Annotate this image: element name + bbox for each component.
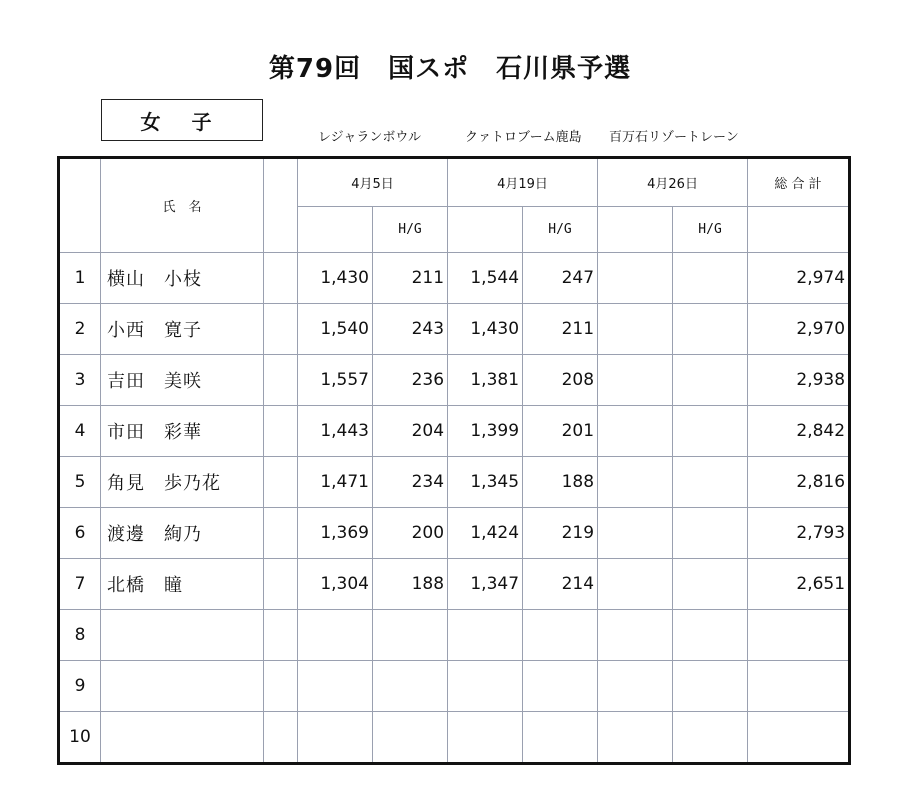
day2-score: 1,544 [448, 253, 523, 304]
hg-header-1: H/G [373, 207, 448, 253]
total-score [748, 610, 850, 661]
day2-score: 1,430 [448, 304, 523, 355]
table-row [59, 559, 850, 610]
table-row [59, 610, 850, 661]
day1-score: 1,540 [298, 304, 373, 355]
player-name: 角見 歩乃花 [101, 457, 264, 508]
day3-score [598, 355, 673, 406]
day3-hg [673, 355, 748, 406]
venue-label-1: レジャランボウル [318, 130, 422, 145]
category-label: 女 子 [101, 99, 263, 141]
spacer-cell [264, 457, 298, 508]
spacer-cell [264, 508, 298, 559]
day1-hg: 236 [373, 355, 448, 406]
rank-cell: 4 [59, 406, 101, 457]
day3-score [598, 304, 673, 355]
day3-score [598, 610, 673, 661]
rank-cell: 9 [59, 661, 101, 712]
day1-hg [373, 610, 448, 661]
day2-score [448, 712, 523, 764]
spacer-header-cell [264, 158, 298, 253]
total-header: 総 合 計 [748, 158, 850, 207]
total-score: 2,974 [748, 253, 850, 304]
score-table [57, 156, 851, 765]
table-row [59, 508, 850, 559]
player-name: 吉田 美咲 [101, 355, 264, 406]
day2-hg [523, 712, 598, 764]
day1-score [298, 610, 373, 661]
day3-score [598, 712, 673, 764]
day3-score [598, 661, 673, 712]
day2-score [448, 661, 523, 712]
date-header-1: 4月5日 [298, 158, 448, 207]
spacer-cell [264, 712, 298, 764]
total-score: 2,793 [748, 508, 850, 559]
venue-label-3: 百万石リゾートレーン [609, 130, 739, 145]
total-score [748, 712, 850, 764]
spacer-cell [264, 559, 298, 610]
day3-hg [673, 457, 748, 508]
day2-score: 1,345 [448, 457, 523, 508]
player-name: 横山 小枝 [101, 253, 264, 304]
day3-score [598, 253, 673, 304]
game-total-header-3 [598, 207, 673, 253]
rank-cell: 2 [59, 304, 101, 355]
table-row [59, 406, 850, 457]
day1-score: 1,430 [298, 253, 373, 304]
day3-hg [673, 712, 748, 764]
total-subheader-cell [748, 207, 850, 253]
game-total-header-2 [448, 207, 523, 253]
day1-score [298, 661, 373, 712]
day1-hg: 204 [373, 406, 448, 457]
rank-header-cell [59, 158, 101, 253]
day3-score [598, 508, 673, 559]
day1-score: 1,557 [298, 355, 373, 406]
spacer-cell [264, 610, 298, 661]
rank-cell: 6 [59, 508, 101, 559]
day1-hg: 211 [373, 253, 448, 304]
day2-hg: 201 [523, 406, 598, 457]
player-name [101, 610, 264, 661]
day2-score: 1,381 [448, 355, 523, 406]
day3-hg [673, 406, 748, 457]
table-row [59, 457, 850, 508]
day1-score [298, 712, 373, 764]
day2-hg: 211 [523, 304, 598, 355]
day2-score [448, 610, 523, 661]
day2-score: 1,399 [448, 406, 523, 457]
total-score [748, 661, 850, 712]
day3-score [598, 406, 673, 457]
table-row [59, 253, 850, 304]
total-score: 2,816 [748, 457, 850, 508]
total-score: 2,970 [748, 304, 850, 355]
day2-hg: 208 [523, 355, 598, 406]
day1-score: 1,471 [298, 457, 373, 508]
day2-hg: 219 [523, 508, 598, 559]
day1-hg [373, 712, 448, 764]
rank-cell: 7 [59, 559, 101, 610]
rank-cell: 1 [59, 253, 101, 304]
table-row [59, 355, 850, 406]
table-row [59, 304, 850, 355]
rank-cell: 8 [59, 610, 101, 661]
day1-hg: 188 [373, 559, 448, 610]
spacer-cell [264, 661, 298, 712]
name-header: 氏 名 [101, 158, 264, 253]
table-row [59, 712, 850, 764]
day2-hg: 247 [523, 253, 598, 304]
player-name [101, 661, 264, 712]
date-header-2: 4月19日 [448, 158, 598, 207]
day2-hg: 188 [523, 457, 598, 508]
game-total-header-1 [298, 207, 373, 253]
day2-hg [523, 610, 598, 661]
day2-score: 1,347 [448, 559, 523, 610]
total-score: 2,938 [748, 355, 850, 406]
day3-score [598, 457, 673, 508]
day1-score: 1,369 [298, 508, 373, 559]
hg-header-2: H/G [523, 207, 598, 253]
day3-hg [673, 253, 748, 304]
day3-hg [673, 508, 748, 559]
day2-hg [523, 661, 598, 712]
spacer-cell [264, 406, 298, 457]
page-title: 第79回 国スポ 石川県予選 [268, 54, 632, 84]
day2-score: 1,424 [448, 508, 523, 559]
day3-score [598, 559, 673, 610]
total-score: 2,651 [748, 559, 850, 610]
rank-cell: 10 [59, 712, 101, 764]
player-name [101, 712, 264, 764]
spacer-cell [264, 355, 298, 406]
player-name: 北橋 瞳 [101, 559, 264, 610]
day3-hg [673, 610, 748, 661]
day1-score: 1,304 [298, 559, 373, 610]
date-header-3: 4月26日 [598, 158, 748, 207]
header-row-dates [59, 158, 850, 207]
spacer-cell [264, 253, 298, 304]
day1-hg: 234 [373, 457, 448, 508]
day3-hg [673, 559, 748, 610]
day1-hg: 200 [373, 508, 448, 559]
table-row [59, 661, 850, 712]
day1-hg: 243 [373, 304, 448, 355]
day1-score: 1,443 [298, 406, 373, 457]
player-name: 小西 寛子 [101, 304, 264, 355]
day3-hg [673, 661, 748, 712]
spacer-cell [264, 304, 298, 355]
day3-hg [673, 304, 748, 355]
total-score: 2,842 [748, 406, 850, 457]
day1-hg [373, 661, 448, 712]
day2-hg: 214 [523, 559, 598, 610]
rank-cell: 5 [59, 457, 101, 508]
hg-header-3: H/G [673, 207, 748, 253]
player-name: 渡邊 絢乃 [101, 508, 264, 559]
venue-label-2: クァトロブーム鹿島 [465, 130, 582, 145]
player-name: 市田 彩華 [101, 406, 264, 457]
rank-cell: 3 [59, 355, 101, 406]
